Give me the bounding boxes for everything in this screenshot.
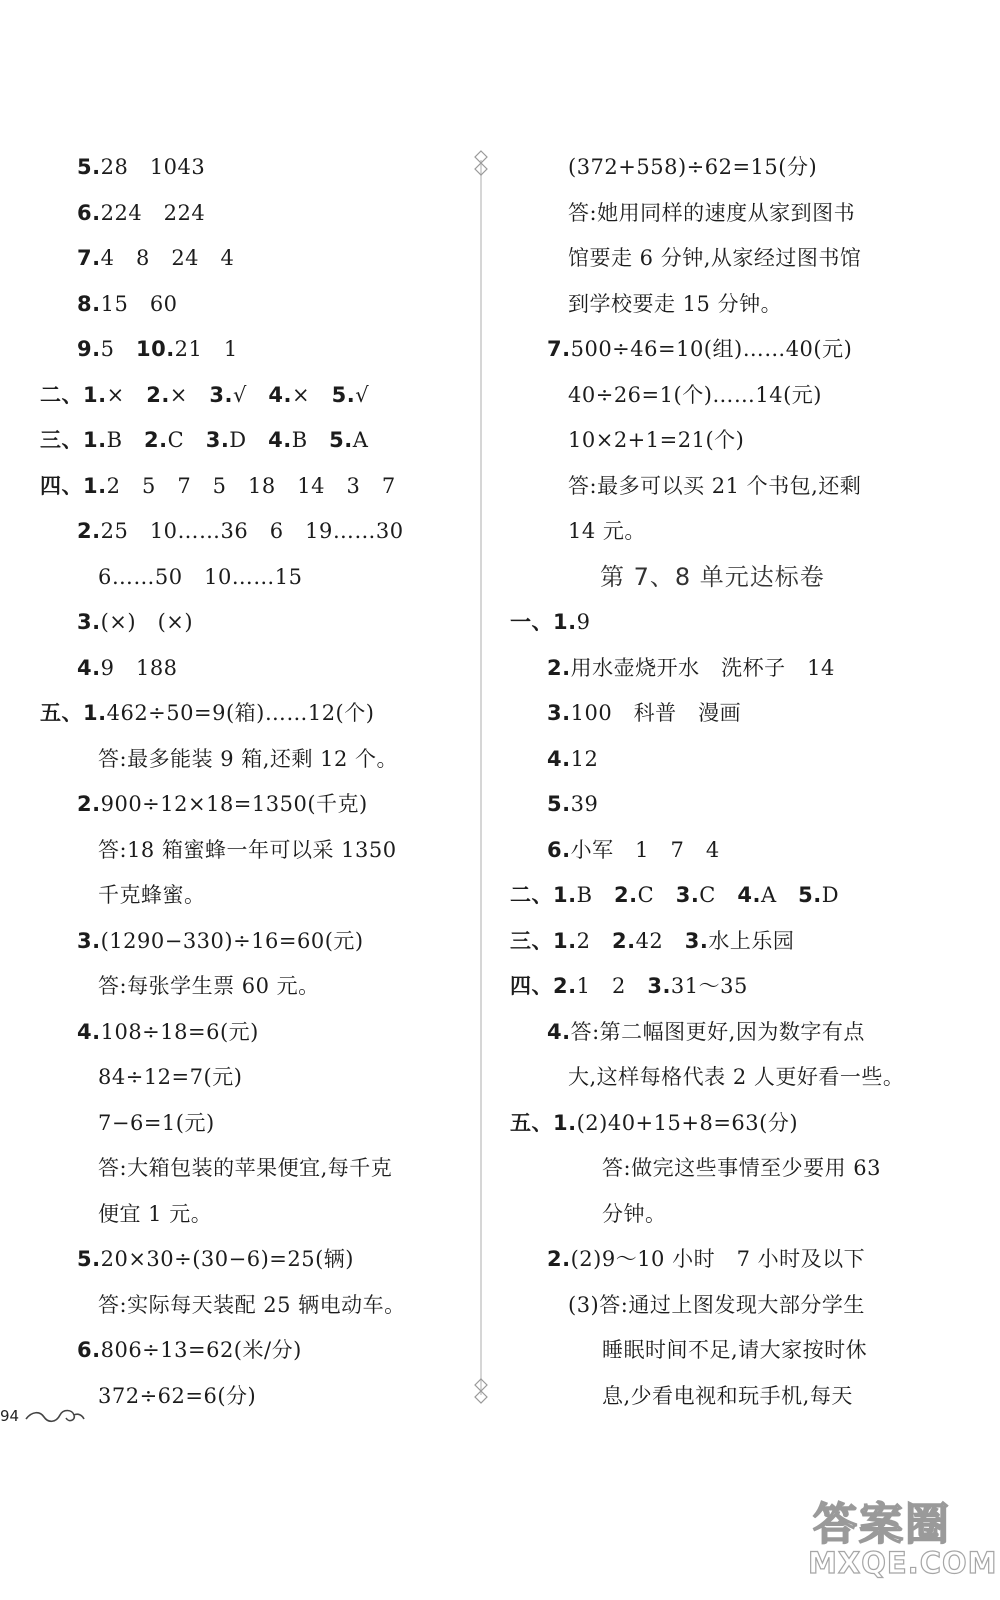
answer-line: (372+558)÷62=15(分) — [568, 155, 818, 179]
answer-line: 2.(2)9～10 小时 7 小时及以下 — [547, 1247, 866, 1271]
divider-ornament-bottom — [473, 1378, 489, 1404]
answer-line: 三、1.B 2.C 3.D 4.B 5.A — [40, 428, 369, 452]
answer-line: 3.100 科普 漫画 — [547, 701, 742, 725]
answer-line: 三、1.2 2.42 3.水上乐园 — [510, 928, 795, 953]
answer-line: 40÷26=1(个)……14(元) — [568, 382, 822, 407]
answer-line: 3.(1290−330)÷16=60(元) — [77, 928, 364, 953]
answer-line: 4.12 — [547, 746, 599, 771]
answer-line: 3.(×) (×) — [77, 610, 194, 634]
answer-line: 馆要走 6 分钟,从家经过图书馆 — [568, 246, 862, 270]
answer-line: 二、1.B 2.C 3.C 4.A 5.D — [510, 883, 840, 907]
answer-line: 372÷62=6(分) — [98, 1383, 257, 1408]
page-number: 94 — [0, 1407, 20, 1425]
answer-line: 到学校要走 15 分钟。 — [568, 291, 783, 316]
swirl-ornament-icon — [22, 1405, 86, 1427]
answer-line: 睡眠时间不足,请大家按时休 — [602, 1338, 868, 1362]
answer-line: 2.用水壶烧开水 洗杯子 14 — [547, 655, 835, 680]
answer-line: 大,这样每格代表 2 人更好看一些。 — [568, 1065, 905, 1089]
answer-line: 四、2.1 2 3.31～35 — [510, 974, 748, 998]
answer-line: 答:做完这些事情至少要用 63 — [602, 1156, 881, 1180]
answer-line: 84÷12=7(元) — [98, 1065, 243, 1089]
section-title: 第 7、8 单元达标卷 — [600, 562, 825, 591]
answer-line: 五、1.462÷50=9(箱)……12(个) — [40, 701, 375, 725]
answer-line: 分钟。 — [602, 1201, 667, 1226]
answer-line: 千克蜂蜜。 — [98, 883, 206, 907]
answer-line: 五、1.(2)40+15+8=63(分) — [510, 1110, 799, 1135]
answer-line: 7.500÷46=10(组)……40(元) — [547, 337, 853, 361]
watermark-logo — [808, 1488, 998, 1588]
answer-line: 6.小军 1 7 4 — [547, 837, 720, 862]
answer-line: 5.39 — [547, 792, 599, 816]
answer-line: 二、1.× 2.× 3.√ 4.× 5.√ — [40, 382, 370, 407]
answer-line: 答:最多能装 9 箱,还剩 12 个。 — [98, 746, 399, 771]
answer-line: 便宜 1 元。 — [98, 1201, 213, 1226]
answer-line: 7.4 8 24 4 — [77, 246, 235, 270]
answer-line: 2.900÷12×18=1350(千克) — [77, 792, 368, 816]
watermark-bottom-text: MXQE.COM — [808, 1546, 998, 1580]
answer-line: 息,少看电视和玩手机,每天 — [602, 1383, 853, 1408]
answer-line: 2.25 10……36 6 19……30 — [77, 519, 404, 543]
answer-line: 8.15 60 — [77, 291, 178, 316]
left-column — [40, 145, 470, 1419]
answer-line: 答:她用同样的速度从家到图书 — [568, 200, 856, 225]
answer-line: 6……50 10……15 — [98, 564, 303, 589]
answer-line: 四、1.2 5 7 5 18 14 3 7 — [40, 473, 396, 498]
answer-line: 14 元。 — [568, 519, 646, 543]
answer-line: 答:大箱包装的苹果便宜,每千克 — [98, 1156, 393, 1180]
divider-ornament-top — [473, 150, 489, 176]
answer-line: 答:最多可以买 21 个书包,还剩 — [568, 473, 862, 498]
answer-line: 9.5 10.21 1 — [77, 337, 238, 361]
answer-line: (3)答:通过上图发现大部分学生 — [568, 1292, 865, 1317]
answer-line: 答:实际每天装配 25 辆电动车。 — [98, 1292, 406, 1317]
answer-line: 答:每张学生票 60 元。 — [98, 974, 320, 998]
answer-line: 一、1.9 — [510, 610, 591, 634]
answer-line: 6.224 224 — [77, 200, 206, 225]
answer-line: 4.9 188 — [77, 655, 178, 680]
answer-line: 6.806÷13=62(米/分) — [77, 1338, 302, 1362]
column-divider — [480, 160, 482, 1395]
right-column — [510, 145, 950, 1419]
answer-line: 答:18 箱蜜蜂一年可以采 1350 — [98, 837, 397, 862]
answer-line: 5.20×30÷(30−6)=25(辆) — [77, 1247, 354, 1271]
watermark-top-text: 答案圈 — [813, 1499, 951, 1550]
answer-line: 4.108÷18=6(元) — [77, 1019, 259, 1044]
answer-line: 5.28 1043 — [77, 155, 206, 179]
answer-line: 4.答:第二幅图更好,因为数字有点 — [547, 1019, 865, 1044]
answer-line: 10×2+1=21(个) — [568, 428, 745, 452]
answer-line: 7−6=1(元) — [98, 1110, 215, 1135]
